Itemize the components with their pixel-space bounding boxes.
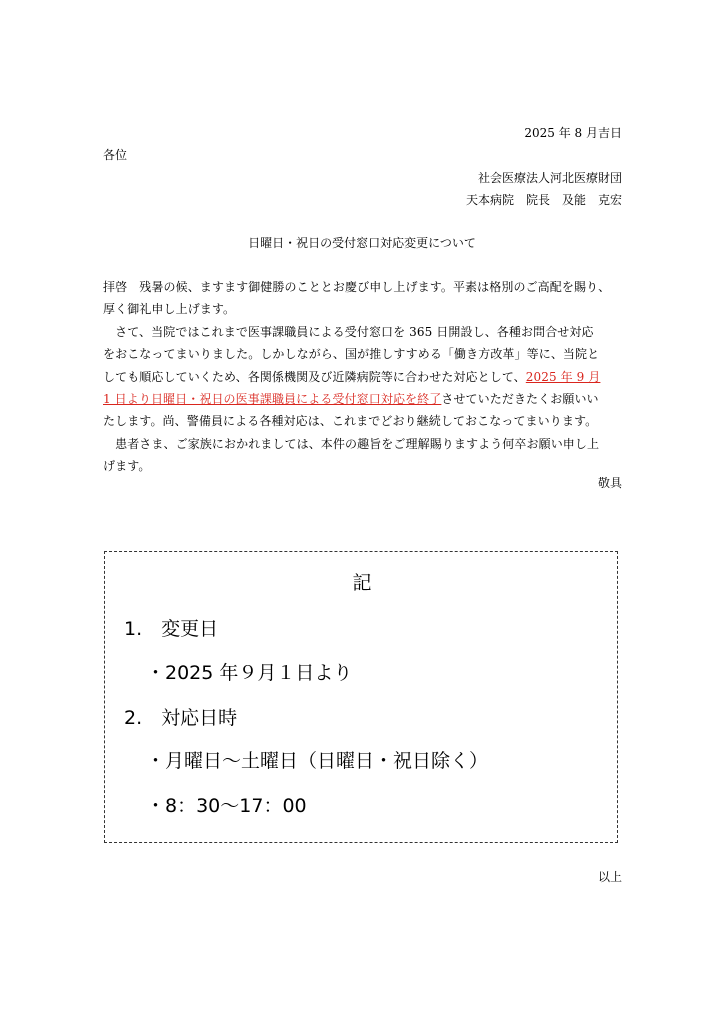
- body-line: 拝啓 残暑の候、ますます御健勝のこととお慶び申し上げます。平素は格別のご高配を賜り、: [103, 280, 611, 294]
- director-name: 天本病院 院長 及能 克宏: [465, 193, 622, 207]
- issue-date: 2025 年 8 月吉日: [524, 126, 622, 140]
- highlighted-text: 2025 年 9 月: [525, 370, 601, 384]
- item-2-detail-days: ・月曜日～土曜日（日曜日・祝日除く）: [146, 750, 489, 772]
- body-text: させていただきたくお願いい: [441, 392, 599, 406]
- document-subject: 日曜日・祝日の受付窓口対応変更について: [248, 236, 476, 250]
- item-1-title: 1. 変更日: [124, 618, 219, 640]
- item-2-detail-hours: ・8：30～17：00: [146, 795, 307, 817]
- body-line: 厚く御礼申し上げます。: [103, 302, 236, 316]
- highlighted-text: 1 日より日曜日・祝日の医事課職員による受付窓口対応を終了: [103, 392, 442, 406]
- body-line: をおこなってまいりました。しかしながら、国が推しすすめる「働き方改革」等に、当院と: [103, 347, 600, 361]
- notice-heading: 記: [352, 572, 372, 594]
- closing-phrase: 敬具: [597, 476, 622, 490]
- body-line: [103, 368, 600, 385]
- body-line: 患者さま、ご家族におかれましては、本件の趣旨をご理解賜りますよう何卒お願い申し上: [103, 437, 600, 451]
- body-line: げます。: [103, 459, 151, 473]
- item-2-title: 2. 対応日時: [124, 707, 238, 729]
- body-text: しても順応していくため、各関係機関及び近隣病院等に合わせた対応として、: [103, 370, 526, 384]
- body-line: さて、当院ではこれまで医事課職員による受付窓口を 365 日開設し、各種お問合せ対応: [103, 325, 594, 339]
- addressee: 各位: [103, 148, 128, 162]
- body-line: [103, 390, 599, 407]
- end-mark: 以上: [597, 870, 622, 884]
- body-line: たします。尚、警備員による各種対応は、これまでどおり継続しておこなってまいります。: [103, 414, 598, 428]
- item-1-detail: ・2025 年９月１日より: [146, 662, 353, 684]
- organization-name: 社会医療法人河北医療財団: [477, 171, 622, 185]
